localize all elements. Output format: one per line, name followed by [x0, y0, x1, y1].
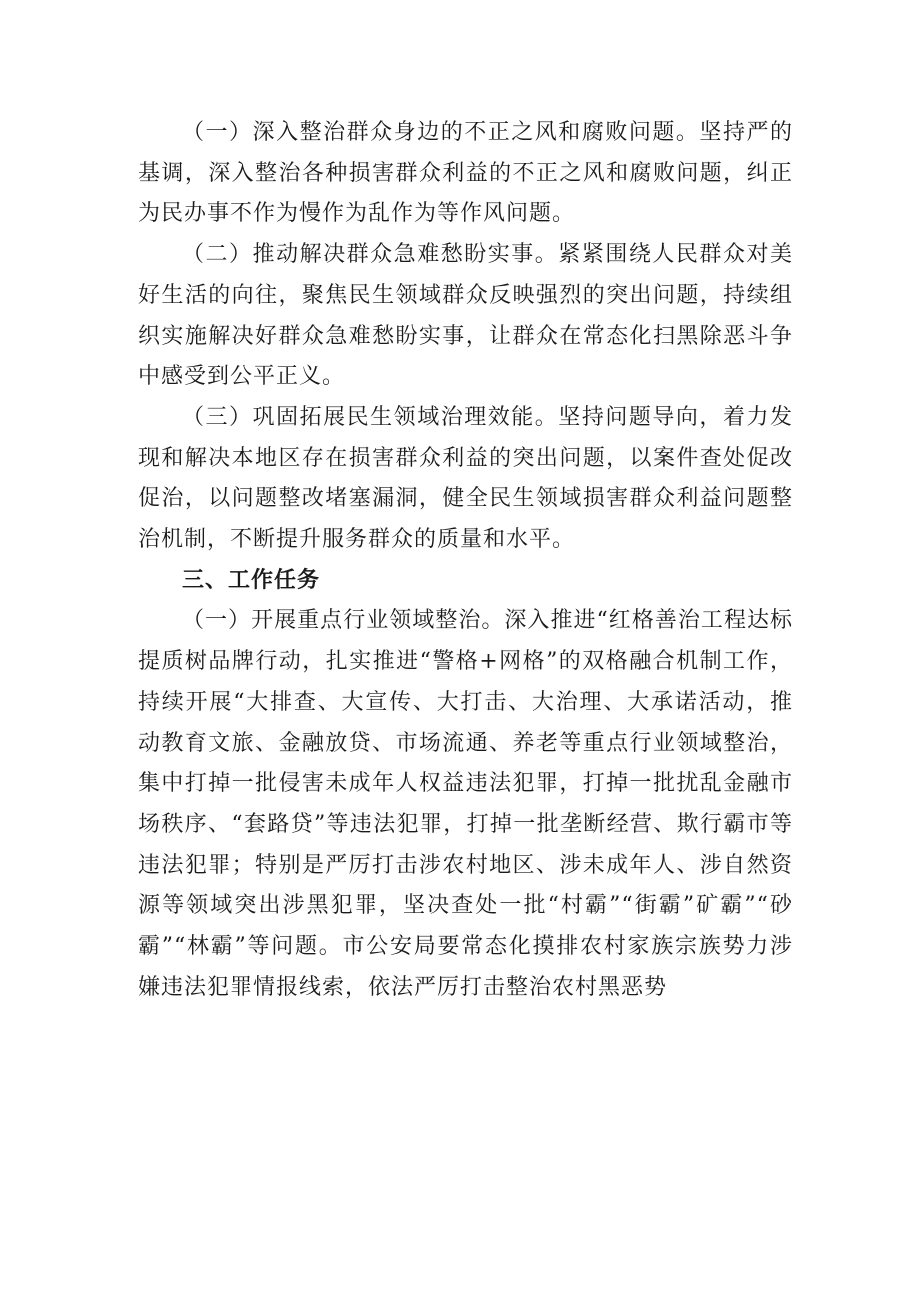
paragraph-2: （二）推动解决群众急难愁盼实事。紧紧围绕人民群众对美好生活的向往，聚焦民生领域群众反映强烈的突出问题，持续组织实施解决好群众急难愁盼实事，让群众在常态化扫黑除恶斗争中感受到公平正义。 [138, 242, 793, 390]
document-body [138, 113, 793, 1008]
paragraph-4: （一）开展重点行业领域整治。深入推进“红格善治工程达标提质树品牌行动，扎实推进“警格+网格”的双格融合机制工作，持续开展“大排查、大宣传、大打击、大治理、大承诺活动，推动教育文旅、金融放贷、市场流通、养老等重点行业领域整治，集中打掉一批侵害未成年人权益违法犯罪，打掉一批扰乱金融市场秩序、“套路贷”等违法犯罪，打掉一批垄断经营、欺行霸市等违法犯罪；特别是严厉打击涉农村地区、涉未成年人、涉自然资源等领域突出涉黑犯罪，坚决查处一批“村霸”“街霸”矿霸”“砂霸”“林霸”等问题。市公安局要常态化摸排农村家族宗族势力涉嫌违法犯罪情报线索，依法严厉打击整治农村黑恶势 [138, 608, 793, 1000]
paragraph-3: （三）巩固拓展民生领域治理效能。坚持问题导向，着力发现和解决本地区存在损害群众利益的突出问题，以案件查处促改促治，以问题整改堵塞漏洞，健全民生领域损害群众利益问题整治机制，不断提升服务群众的质量和水平。 [138, 404, 793, 553]
section-heading: 三、工作任务 [182, 567, 321, 593]
paragraph-1: （一）深入整治群众身边的不正之风和腐败问题。坚持严的基调，深入整治各种损害群众利益的不正之风和腐败问题，纠正为民办事不作为慢作为乱作为等作风问题。 [138, 120, 793, 227]
